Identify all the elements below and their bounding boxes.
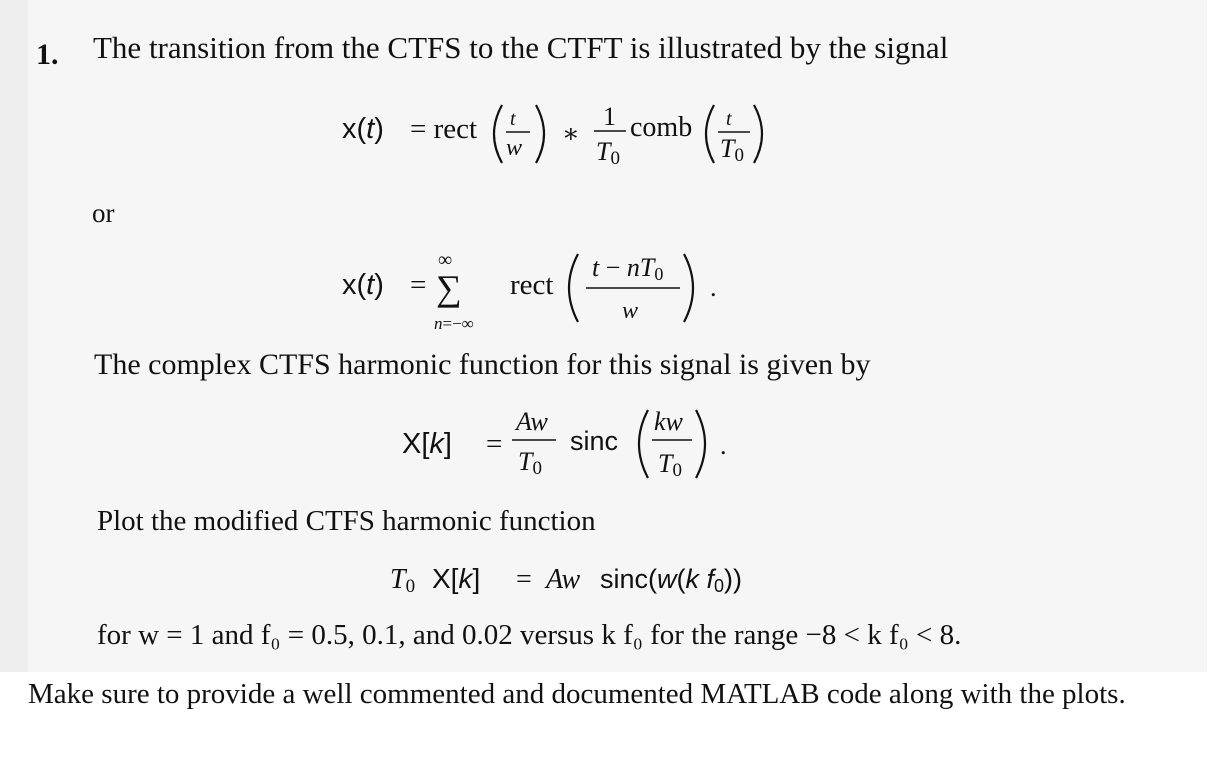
- svg-text:t − nT0: t − nT0: [592, 253, 664, 284]
- parameter-range-text: for w = 1 and f₀ = 0.5, 0.1, and 0.02 versus k f₀ for the range −8 < k f₀ < 8.: [97, 619, 962, 651]
- svg-text:w: w: [506, 135, 523, 161]
- svg-text:T0: T0: [658, 449, 682, 481]
- svg-text:.: .: [710, 273, 717, 302]
- svg-text:t: t: [510, 108, 516, 130]
- svg-text:T0: T0: [390, 564, 416, 597]
- svg-text:comb: comb: [630, 112, 693, 143]
- problem-intro: The transition from the CTFS to the CTFT is illustrated by the signal: [93, 30, 949, 65]
- svg-text:X[k]: X[k]: [402, 428, 452, 460]
- svg-text:t: t: [726, 108, 732, 130]
- svg-text:∗: ∗: [562, 119, 580, 148]
- svg-text:X[k]: X[k]: [432, 563, 481, 594]
- svg-text:∞: ∞: [438, 249, 453, 271]
- svg-text:x(t): x(t): [342, 113, 384, 145]
- svg-text:Aw: Aw: [516, 407, 548, 436]
- svg-text:rect: rect: [510, 269, 554, 301]
- svg-text:T0: T0: [518, 447, 542, 479]
- svg-text:T0: T0: [596, 137, 620, 169]
- svg-text:kw: kw: [654, 407, 683, 436]
- problem-number: 1.: [36, 38, 59, 71]
- svg-text:=: =: [486, 428, 503, 460]
- svg-text:1: 1: [603, 102, 616, 131]
- or-label: or: [92, 198, 115, 228]
- svg-text:T0: T0: [720, 134, 744, 166]
- svg-text:∑: ∑: [436, 268, 462, 308]
- equation-2-graphic: [340, 236, 740, 341]
- equation-4-graphic: [388, 552, 808, 602]
- plot-instruction-text: Plot the modified CTFS harmonic function: [97, 505, 596, 537]
- svg-text:sinc(w(k f0)): sinc(w(k f0)): [600, 564, 743, 596]
- svg-text:=: =: [516, 564, 532, 595]
- svg-text:w: w: [622, 298, 639, 324]
- svg-text:x(t): x(t): [342, 269, 384, 301]
- svg-text:=: =: [410, 269, 427, 301]
- equation-3-graphic: [400, 398, 760, 493]
- harmonic-intro-text: The complex CTFS harmonic function for this signal is given by: [94, 348, 871, 381]
- svg-text:= rect: = rect: [410, 113, 478, 145]
- svg-text:n=−∞: n=−∞: [434, 314, 474, 333]
- svg-text:.: .: [720, 431, 727, 460]
- equation-1-graphic: [340, 80, 800, 180]
- matlab-instruction-note: Make sure to provide a well commented and documented MATLAB code along with the plots.: [28, 678, 1126, 710]
- svg-text:sinc: sinc: [570, 426, 619, 456]
- svg-text:Aw: Aw: [546, 564, 581, 595]
